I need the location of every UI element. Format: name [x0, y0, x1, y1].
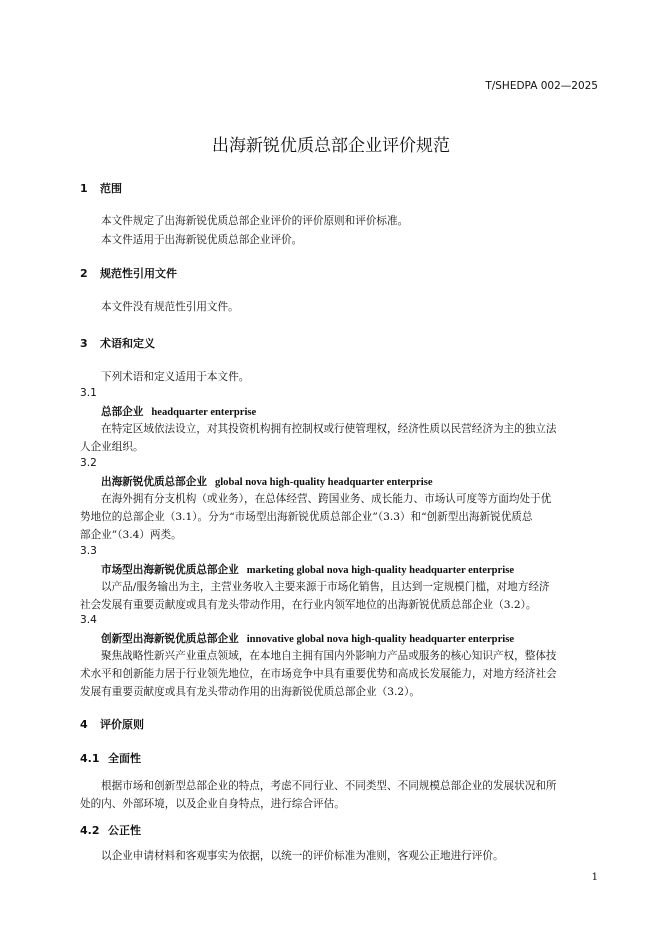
section-number: 2 — [80, 267, 88, 280]
term-zh: 创新型出海新锐优质总部企业 — [101, 633, 239, 645]
section-title: 评价原则 — [100, 718, 144, 731]
standard-id: T/SHEDPA 002—2025 — [485, 80, 598, 92]
paragraph: 本文件适用于出海新锐优质总部企业评价。 — [101, 234, 303, 246]
definition-line: 在特定区域依法设立，对其投资机构拥有控制权或行使管理权，经济性质以民营经济为主的独立法 — [101, 423, 557, 435]
document-title: 出海新锐优质总部企业评价规范 — [212, 136, 450, 156]
definition-line: 在海外拥有分支机构（或业务），在总体经营、跨国业务、成长能力、市场认可度等方面均处于优 — [101, 493, 552, 505]
term-number: 3.3 — [80, 545, 97, 557]
term-en: global nova high-quality headquarter enterprise — [214, 477, 433, 488]
section-title: 规范性引用文件 — [100, 267, 177, 280]
term-number: 3.2 — [80, 457, 97, 469]
term-en: marketing global nova high-quality headquarter enterprise — [246, 565, 515, 576]
term-zh: 出海新锐优质总部企业 — [101, 476, 207, 488]
term-zh: 总部企业 — [101, 406, 144, 418]
section-number: 1 — [80, 182, 88, 195]
term-heading — [101, 562, 514, 577]
paragraph-line: 以企业申请材料和客观事实为依据，以统一的评价标准为准则，客观公正地进行评价。 — [101, 850, 504, 862]
subsection-4-1-heading — [80, 750, 141, 766]
section-2-heading — [80, 265, 177, 281]
definition-line: 部企业”（3.4）两类。 — [80, 529, 182, 541]
subsection-number: 4.2 — [80, 824, 100, 837]
section-1-heading — [80, 180, 122, 196]
definition-line: 发展有重要贡献度或具有龙头带动作用的出海新锐优质总部企业（3.2）。 — [80, 686, 420, 698]
definition-line: 聚焦战略性新兴产业重点领域，在本地自主拥有国内外影响力产品或服务的核心知识产权，整体技 — [101, 650, 557, 662]
subsection-number: 4.1 — [80, 752, 100, 765]
subsection-4-2-heading — [80, 822, 141, 838]
definition-line: 势地位的总部企业（3.1）。分为“市场型出海新锐优质总部企业”（3.3）和“创新型出海新锐优质总 — [80, 511, 533, 523]
page-number: 1 — [591, 872, 598, 883]
section-number: 4 — [80, 718, 88, 731]
section-3-heading — [80, 335, 155, 351]
paragraph: 本文件没有规范性引用文件。 — [101, 301, 239, 313]
paragraph-line: 根据市场和创新型总部企业的特点，考虑不同行业、不同类型、不同规模总部企业的发展状况和所 — [101, 780, 557, 792]
section-title: 术语和定义 — [100, 337, 155, 350]
subsection-title: 公正性 — [108, 824, 141, 837]
paragraph: 下列术语和定义适用于本文件。 — [101, 371, 250, 383]
definition-line: 术水平和创新能力居于行业领先地位，在市场竞争中具有重要优势和高成长发展能力，对地方经济社会 — [80, 668, 557, 680]
term-heading — [101, 631, 514, 646]
section-number: 3 — [80, 337, 88, 350]
term-zh: 市场型出海新锐优质总部企业 — [101, 564, 239, 576]
term-en: innovative global nova high-quality headquarter enterprise — [246, 634, 515, 645]
term-heading — [101, 404, 256, 419]
section-4-heading — [80, 716, 144, 732]
definition-line: 以产品/服务输出为主，主营业务收入主要来源于市场化销售，且达到一定规模门槛，对地方经济 — [101, 581, 550, 593]
definition-line: 人企业组织。 — [80, 441, 144, 453]
term-number: 3.1 — [80, 387, 97, 399]
paragraph: 本文件规定了出海新锐优质总部企业评价的评价原则和评价标准。 — [101, 215, 409, 227]
subsection-title: 全面性 — [108, 752, 141, 765]
term-en: headquarter enterprise — [151, 407, 257, 418]
section-title: 范围 — [100, 182, 122, 195]
term-number: 3.4 — [80, 614, 97, 626]
definition-line: 社会发展有重要贡献度或具有龙头带动作用，在行业内领军地位的出海新锐优质总部企业（3.2）。 — [80, 599, 537, 611]
term-heading — [101, 474, 433, 489]
paragraph-line: 处的内、外部环境，以及企业自身特点，进行综合评估。 — [80, 798, 345, 810]
